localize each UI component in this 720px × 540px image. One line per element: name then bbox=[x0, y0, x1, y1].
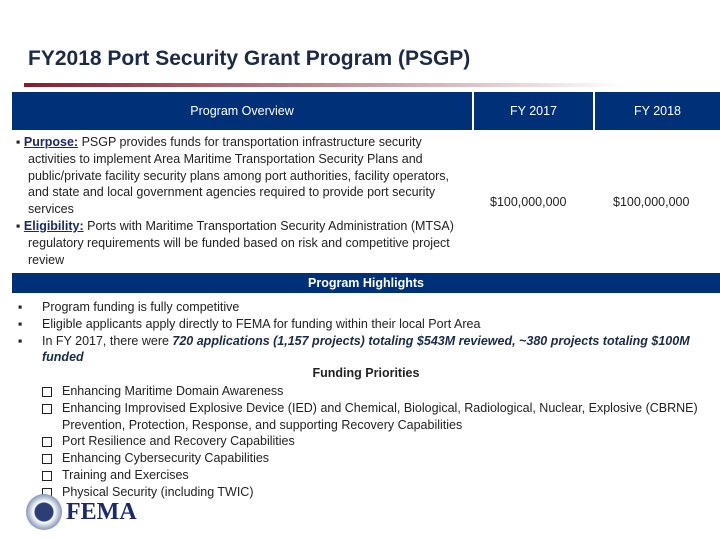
eligibility-label: Eligibility: bbox=[23, 218, 84, 233]
purpose-text: PSGP provides funds for transportation infrastructure security activities to implement Area Maritime Transportation Security Plans and public/private facility security plans among port authorities, facility operators, and state and local government agencies required to provide port security services bbox=[28, 135, 450, 217]
eligibility-text: Ports with Maritime Transportation Security Administration (MTSA) regulatory requirements will be funded based on risk and competitive project review bbox=[28, 218, 454, 267]
highlight-text: Eligible applicants apply directly to FEMA for funding within their local Port Area bbox=[42, 316, 481, 331]
purpose-item: ▪ Purpose: PSGP provides funds for transportation infrastructure security activities to implement Area Maritime Transportation Security Plans and public/private facility security plans among port authorities, facility operators, and state and local government agencies required to provide port security services bbox=[16, 135, 450, 217]
priority-text: Training and Exercises bbox=[62, 467, 189, 482]
checkbox-bullet-icon bbox=[42, 437, 52, 447]
checkbox-bullet-icon bbox=[42, 454, 52, 464]
checkbox-bullet-icon bbox=[42, 404, 52, 414]
highlight-item: ▪ In FY 2017, there were 720 applications (1,157 projects) totaling $543M reviewed, ~380 projects totaling $100M funded bbox=[18, 333, 690, 365]
highlight-text: Program funding is fully competitive bbox=[42, 300, 240, 314]
funding-priorities-list bbox=[42, 383, 720, 501]
priority-text: Enhancing Cybersecurity Capabilities bbox=[62, 451, 270, 466]
purpose-label: Purpose: bbox=[23, 135, 79, 149]
checkbox-bullet-icon bbox=[42, 471, 52, 481]
fema-logo bbox=[26, 494, 137, 530]
header-fy2017: FY 2017 bbox=[474, 92, 593, 130]
checkbox-bullet-icon bbox=[42, 387, 52, 397]
priority-item bbox=[42, 433, 720, 450]
priority-text: Enhancing Maritime Domain Awareness bbox=[62, 384, 284, 398]
program-overview-cell bbox=[16, 134, 471, 268]
highlight-text: In FY 2017, there were bbox=[42, 333, 173, 348]
priority-text: Port Resilience and Recovery Capabilities bbox=[62, 434, 295, 449]
dhs-seal-icon bbox=[26, 494, 62, 530]
priority-item bbox=[42, 484, 720, 501]
fy2017-amount: $100,000,000 bbox=[490, 195, 567, 209]
priority-item bbox=[42, 400, 720, 434]
eligibility-item: ▪ Eligibility: Ports with Maritime Transportation Security Administration (MTSA) regulatory requirements will be funded based on risk and competitive project review bbox=[16, 218, 454, 267]
priority-text: Enhancing Improvised Explosive Device (IED) and Chemical, Biological, Radiological, Nuclear, Explosive (CBRNE) Prevention, Protection, Response, and supporting Recovery Capabilities bbox=[62, 400, 698, 432]
funding-priorities-title: Funding Priorities bbox=[312, 366, 420, 380]
page-title: FY2018 Port Security Grant Program (PSGP) bbox=[28, 47, 471, 70]
priority-item bbox=[42, 383, 720, 400]
fy2018-amount: $100,000,000 bbox=[613, 195, 690, 209]
highlight-emphasis: 720 applications (1,157 projects) totaling $543M reviewed, ~380 projects totaling $100M funded bbox=[42, 333, 690, 365]
fema-logo-text: FEMA bbox=[66, 498, 137, 525]
priority-item bbox=[42, 450, 720, 467]
program-highlights-header: Program Highlights bbox=[12, 273, 720, 293]
highlight-item: ▪ Program funding is fully competitive bbox=[18, 300, 240, 314]
header-fy2018: FY 2018 bbox=[595, 92, 720, 130]
priority-text: Physical Security (including TWIC) bbox=[62, 484, 254, 499]
priority-item bbox=[42, 467, 720, 484]
header-program-overview: Program Overview bbox=[12, 92, 472, 130]
title-underline bbox=[24, 83, 624, 87]
highlights-list bbox=[18, 299, 708, 366]
highlight-item: ▪ Eligible applicants apply directly to FEMA for funding within their local Port Area bbox=[18, 316, 481, 331]
